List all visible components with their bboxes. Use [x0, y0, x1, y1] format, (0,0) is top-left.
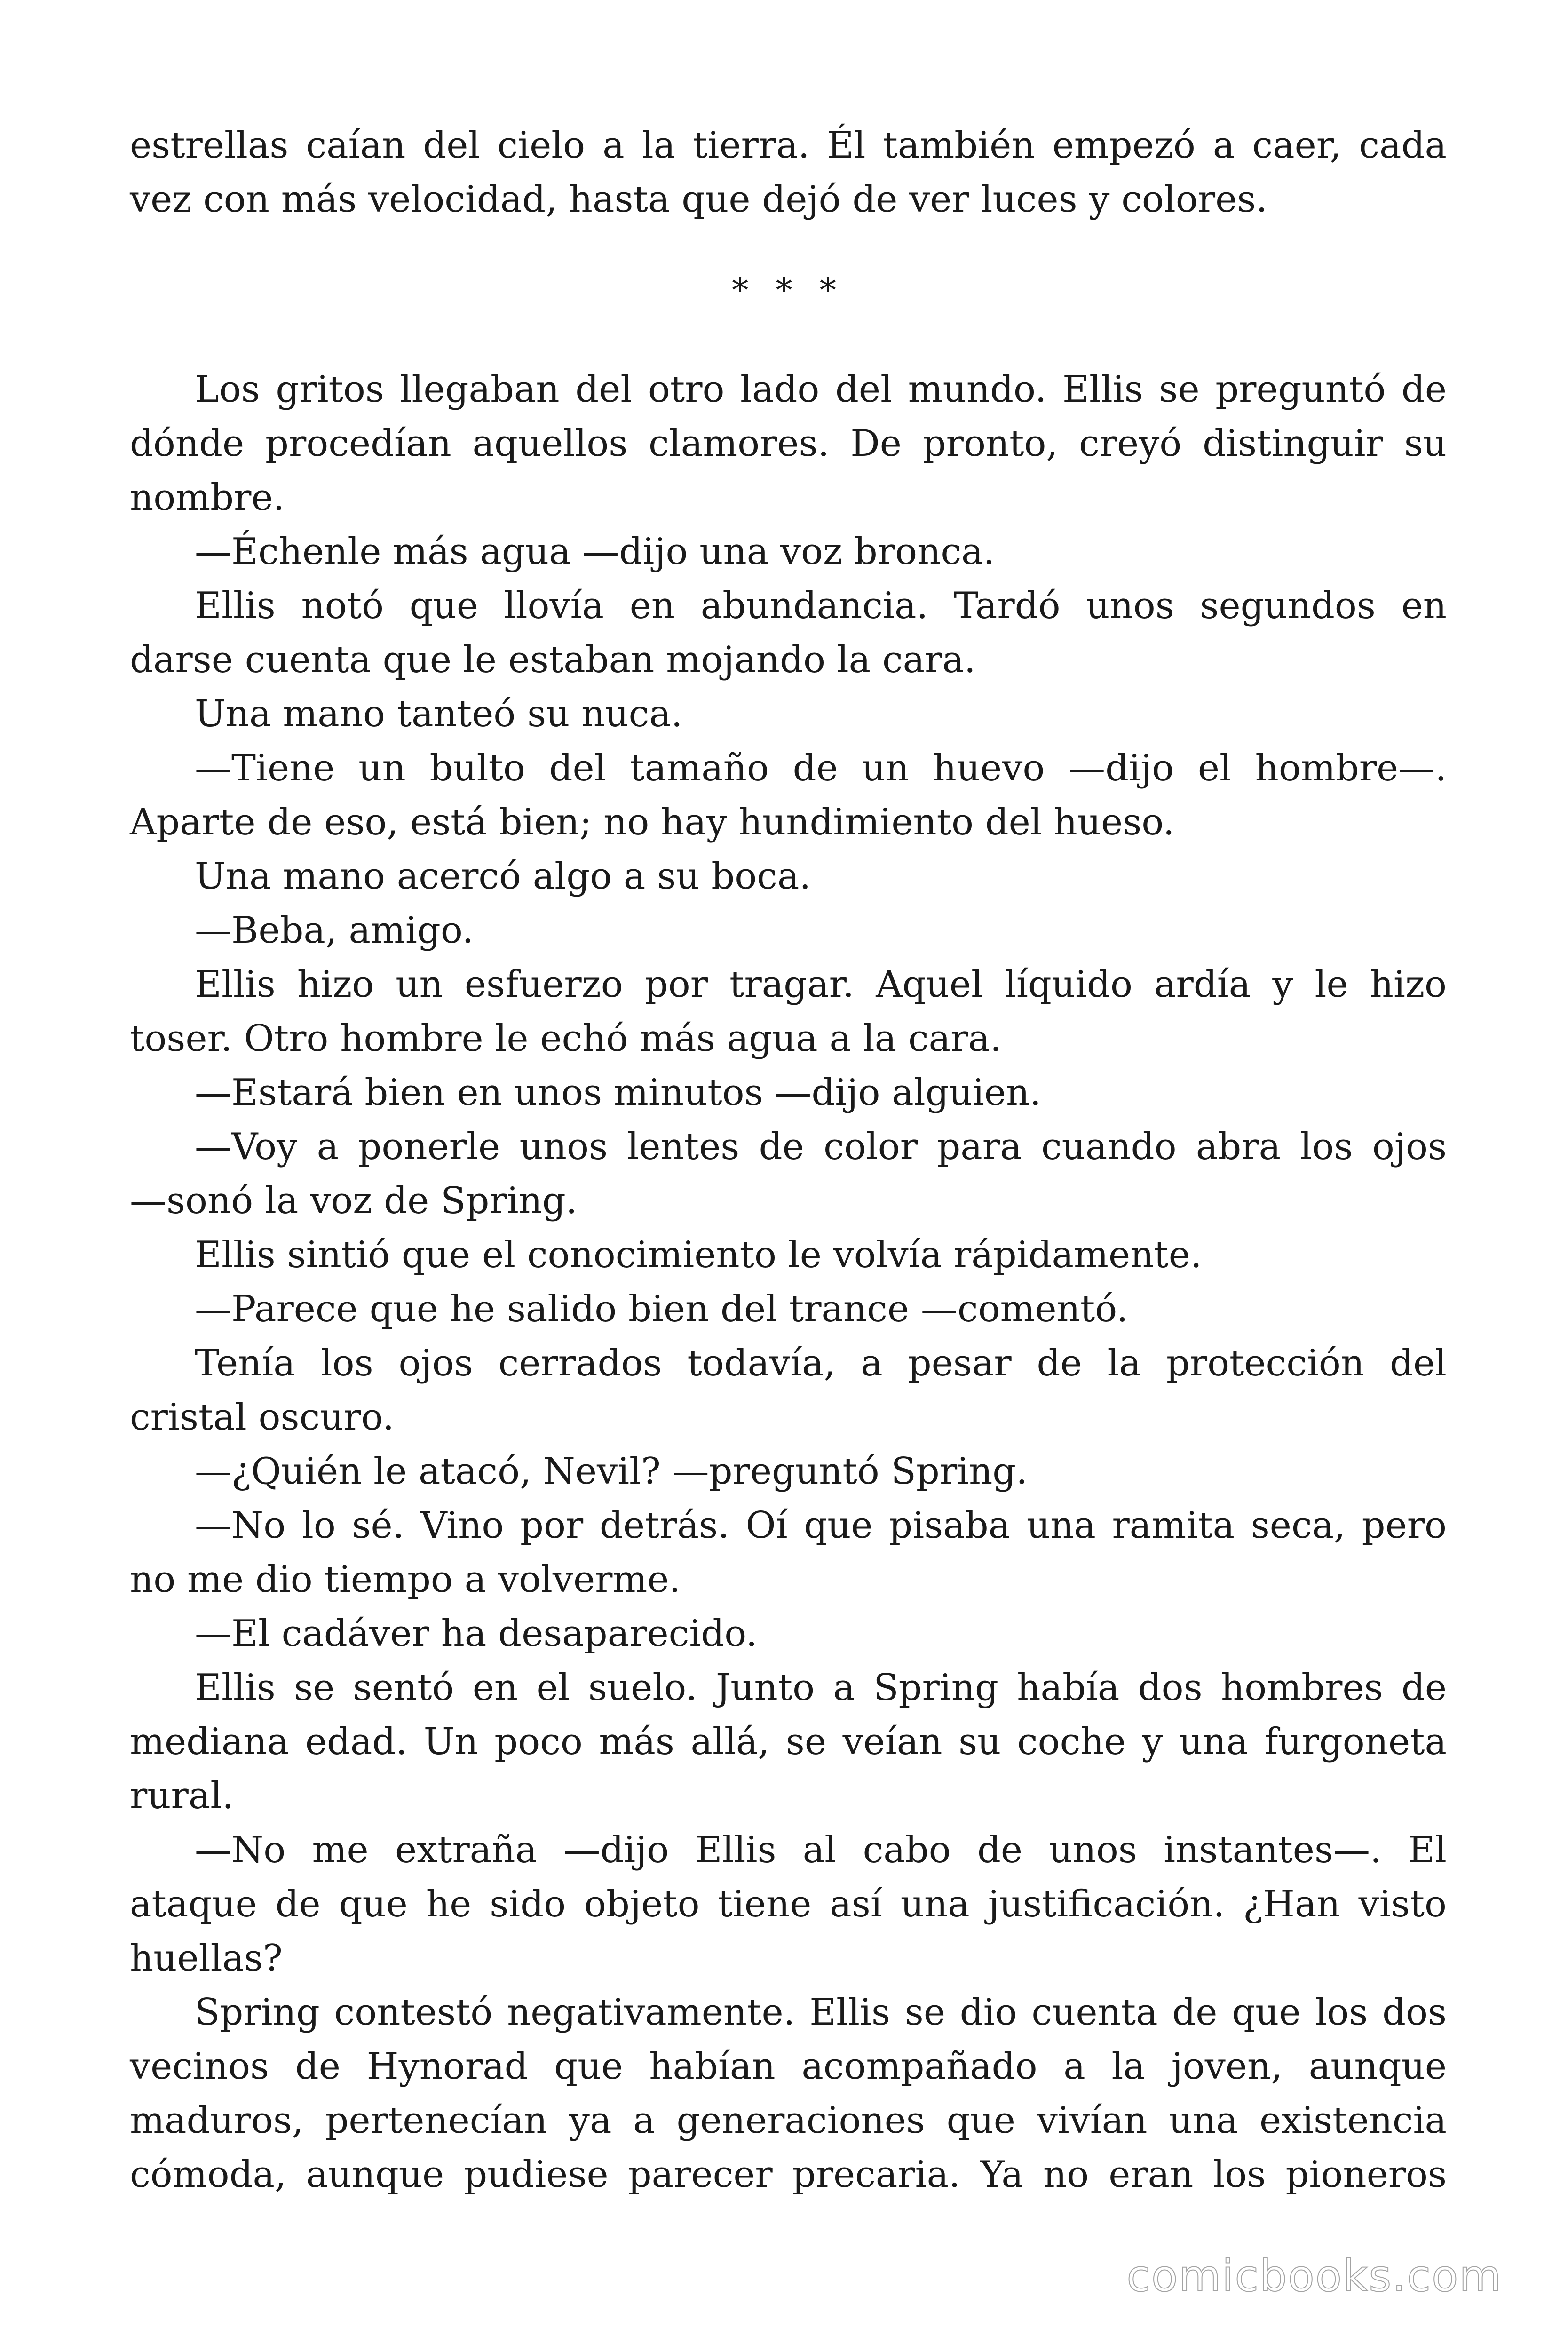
text-line: vecinos de Hynorad que habían acompañado a la joven, aunque — [130, 2045, 1447, 2088]
text-line: —Échenle más agua —dijo una voz bronca. — [195, 531, 995, 573]
text-line: darse cuenta que le estaban mojando la cara. — [130, 639, 976, 681]
watermark: comicbooks.com — [1126, 2251, 1502, 2301]
text-line: mediana edad. Un poco más allá, se veían su coche y una furgoneta — [130, 1721, 1447, 1763]
text-line: Los gritos llegaban del otro lado del mundo. Ellis se preguntó de — [195, 368, 1447, 411]
text-line: cristal oscuro. — [130, 1396, 395, 1438]
text-line: Ellis notó que llovía en abundancia. Tardó unos segundos en — [195, 585, 1447, 627]
text-line: —El cadáver ha desaparecido. — [195, 1613, 758, 1655]
text-line: dónde procedían aquellos clamores. De pronto, creyó distinguir su — [130, 422, 1447, 465]
text-line: —sonó la voz de Spring. — [130, 1180, 578, 1222]
text-line: maduros, pertenecían ya a generaciones que vivían una existencia — [130, 2099, 1447, 2142]
text-line: —Estará bien en unos minutos —dijo alguien. — [195, 1072, 1041, 1114]
text-line: ataque de que he sido objeto tiene así una justificación. ¿Han visto — [130, 1883, 1447, 1925]
text-line: Una mano acercó algo a su boca. — [195, 855, 811, 898]
text-line: vez con más velocidad, hasta que dejó de ver luces y colores. — [130, 178, 1268, 221]
text-line: nombre. — [130, 477, 285, 519]
text-line: Una mano tanteó su nuca. — [195, 693, 683, 735]
text-line: no me dio tiempo a volverme. — [130, 1558, 681, 1601]
text-line: toser. Otro hombre le echó más agua a la cara. — [130, 1017, 1002, 1060]
text-line: Ellis sintió que el conocimiento le volvía rápidamente. — [195, 1234, 1202, 1276]
text-line: Ellis se sentó en el suelo. Junto a Spring había dos hombres de — [195, 1667, 1447, 1709]
text-line: —No lo sé. Vino por detrás. Oí que pisaba una ramita seca, pero — [195, 1504, 1447, 1547]
text-line: Ellis hizo un esfuerzo por tragar. Aquel líquido ardía y le hizo — [195, 963, 1447, 1006]
text-line: estrellas caían del cielo a la tierra. Él también empezó a caer, cada — [130, 124, 1447, 167]
text-line: —Beba, amigo. — [195, 909, 474, 952]
text-line: —No me extraña —dijo Ellis al cabo de unos instantes—. El — [195, 1829, 1447, 1871]
text-line: —Voy a ponerle unos lentes de color para cuando abra los ojos — [195, 1126, 1447, 1168]
text-line: —¿Quién le atacó, Nevil? —preguntó Spring. — [195, 1450, 1028, 1493]
text-line: —Tiene un bulto del tamaño de un huevo —dijo el hombre—. — [195, 747, 1447, 789]
text-line: huellas? — [130, 1937, 283, 1979]
text-line: cómoda, aunque pudiese parecer precaria. Ya no eran los pioneros — [130, 2153, 1447, 2196]
text-line: rural. — [130, 1775, 234, 1817]
text-line: Tenía los ojos cerrados todavía, a pesar de la protección del — [195, 1342, 1447, 1384]
text-line: Aparte de eso, está bien; no hay hundimiento del hueso. — [130, 801, 1175, 843]
text-line: Spring contestó negativamente. Ellis se dio cuenta de que los dos — [195, 1991, 1447, 2034]
text-line: —Parece que he salido bien del trance —comentó. — [195, 1288, 1128, 1330]
section-separator: * * * — [732, 271, 845, 310]
page-body — [130, 119, 1447, 2202]
